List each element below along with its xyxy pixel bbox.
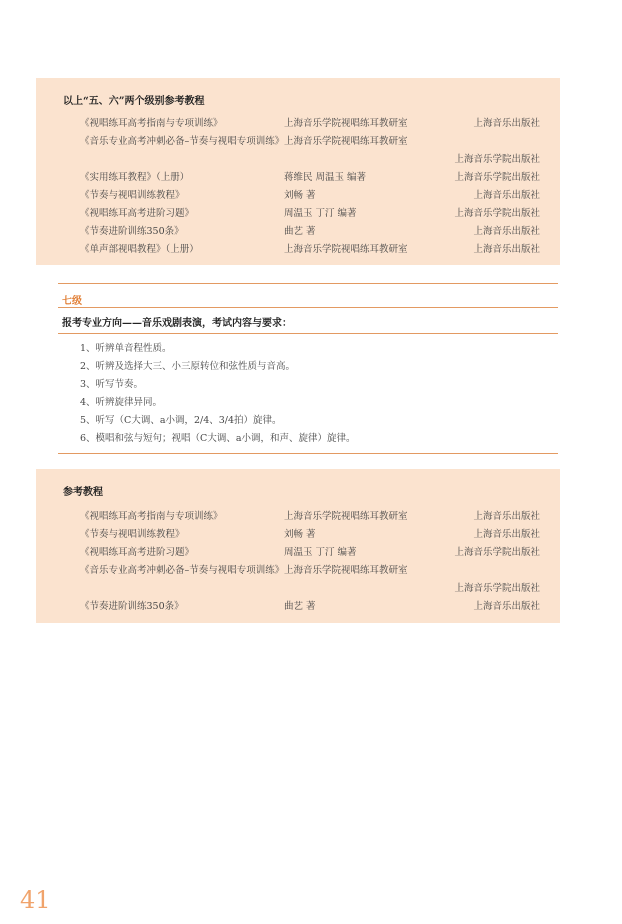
book-publisher: 上海音乐学院出版社 — [454, 208, 540, 219]
book-author: 上海音乐学院视唱练耳教研室 — [284, 244, 408, 255]
book-author: 曲艺 著 — [284, 601, 316, 612]
divider-sub — [58, 333, 558, 334]
book-publisher: 上海音乐出版社 — [473, 511, 540, 522]
reference-row — [36, 598, 560, 614]
book-title: 《单声部视唱教程》（上册） — [80, 244, 199, 255]
reference-row — [36, 223, 560, 239]
divider-top — [58, 283, 558, 284]
reference-row — [36, 241, 560, 257]
book-title: 《音乐专业高考冲刺必备–节奏与视唱专项训练》 — [80, 565, 285, 576]
book-title: 《视唱练耳高考指南与专项训练》 — [80, 511, 223, 522]
book-publisher: 上海音乐出版社 — [473, 601, 540, 612]
reference-row — [36, 544, 560, 560]
book-title: 《节奏进阶训练350条》 — [80, 226, 184, 237]
requirement-item: 6、模唱和弦与短句；视唱（C大调、a小调，和声、旋律）旋律。 — [80, 433, 356, 444]
requirement-item: 2、听辨及选择大三、小三原转位和弦性质与音高。 — [80, 361, 296, 372]
book-publisher: 上海音乐学院出版社 — [454, 547, 540, 558]
reference-box-levels-5-6 — [36, 78, 560, 265]
book-publisher: 上海音乐出版社 — [473, 244, 540, 255]
level-title: 七级 — [62, 296, 82, 307]
divider-bottom — [58, 453, 558, 454]
book-author: 上海音乐学院视唱练耳教研室 — [284, 565, 408, 576]
book-title: 《节奏进阶训练350条》 — [80, 601, 184, 612]
book-title: 《视唱练耳高考进阶习题》 — [80, 208, 195, 219]
book-author: 曲艺 著 — [284, 226, 316, 237]
book-title: 《音乐专业高考冲刺必备–节奏与视唱专项训练》 — [80, 136, 285, 147]
book-publisher: 上海音乐出版社 — [473, 529, 540, 540]
reference-row — [36, 169, 560, 185]
reference-row — [36, 205, 560, 221]
reference-title: 以上“五、六”两个级别参考教程 — [63, 96, 205, 107]
reference-row — [36, 508, 560, 524]
book-publisher: 上海音乐出版社 — [473, 226, 540, 237]
book-author: 上海音乐学院视唱练耳教研室 — [284, 511, 408, 522]
requirement-item: 1、听辨单音程性质。 — [80, 343, 172, 354]
book-author: 蒋维民 周温玉 编著 — [284, 172, 367, 183]
book-author: 刘畅 著 — [284, 529, 316, 540]
book-title: 《视唱练耳高考进阶习题》 — [80, 547, 195, 558]
book-title: 《实用练耳教程》（上册） — [80, 172, 190, 183]
book-author: 周温玉 丁汀 编著 — [284, 208, 357, 219]
reference-row — [36, 151, 560, 167]
book-author: 周温玉 丁汀 编著 — [284, 547, 357, 558]
reference-row — [36, 115, 560, 131]
book-title: 《节奏与视唱训练教程》 — [80, 529, 185, 540]
book-publisher: 上海音乐学院出版社 — [454, 583, 540, 594]
reference-row — [36, 526, 560, 542]
book-publisher: 上海音乐学院出版社 — [454, 172, 540, 183]
book-publisher: 上海音乐学院出版社 — [454, 154, 540, 165]
page-number: 41 — [20, 886, 51, 914]
requirement-item: 3、听写节奏。 — [80, 379, 144, 390]
divider-mid — [58, 307, 558, 308]
book-publisher: 上海音乐出版社 — [473, 190, 540, 201]
book-title: 《视唱练耳高考指南与专项训练》 — [80, 118, 223, 129]
book-author: 刘畅 著 — [284, 190, 316, 201]
book-author: 上海音乐学院视唱练耳教研室 — [284, 136, 408, 147]
reference-row — [36, 133, 560, 149]
book-title: 《节奏与视唱训练教程》 — [80, 190, 185, 201]
requirement-item: 5、听写（C大调、a小调，2/4、3/4拍）旋律。 — [80, 415, 282, 426]
reference-row — [36, 187, 560, 203]
book-publisher: 上海音乐出版社 — [473, 118, 540, 129]
reference-row — [36, 580, 560, 596]
exam-direction-heading: 报考专业方向——音乐戏剧表演，考试内容与要求： — [62, 318, 292, 329]
book-author: 上海音乐学院视唱练耳教研室 — [284, 118, 408, 129]
reference-row — [36, 562, 560, 578]
requirement-item: 4、听辨旋律异同。 — [80, 397, 163, 408]
reference-title: 参考教程 — [63, 487, 103, 498]
reference-box-level-7 — [36, 469, 560, 623]
